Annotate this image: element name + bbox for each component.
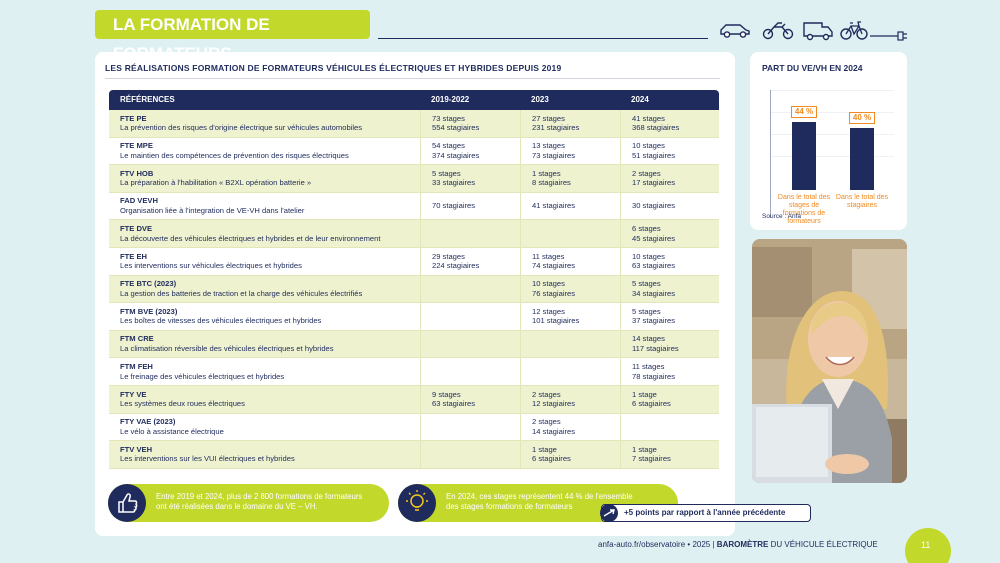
cell-y2023 bbox=[520, 414, 620, 441]
cell-value: 231 stagiaires bbox=[532, 123, 580, 133]
cell-value: 5 stages bbox=[632, 306, 661, 316]
row-description: Le vélo à assistance électrique bbox=[120, 426, 224, 436]
bicycle-icon bbox=[840, 19, 868, 41]
row-description: Les boîtes de vitesses des véhicules électriques et hybrides bbox=[120, 316, 322, 326]
chart-source: Source : Anfa bbox=[762, 213, 802, 220]
cell-y1922 bbox=[420, 331, 520, 358]
section-rule bbox=[105, 78, 720, 79]
bar-category-label: Dans le total des stages de formations de formateurs bbox=[777, 194, 831, 225]
row-description: La climatisation réversible des véhicules électriques et hybrides bbox=[120, 344, 334, 354]
cell-value: 224 stagiaires bbox=[432, 261, 480, 271]
cell-y1922 bbox=[420, 414, 520, 441]
cell-value: 10 stages bbox=[632, 251, 665, 261]
row-code: FTE DVE bbox=[120, 224, 153, 234]
cell-value: 78 stagiaires bbox=[632, 371, 676, 381]
footer-site: anfa-auto.fr/observatoire bbox=[598, 540, 686, 549]
table-row bbox=[109, 303, 719, 331]
cell-value: 30 stagiaires bbox=[632, 201, 676, 211]
cell-y1922 bbox=[420, 220, 520, 247]
row-description: Les systèmes deux roues électriques bbox=[120, 399, 245, 409]
motorcycle-icon bbox=[762, 19, 794, 41]
callout-total-formations bbox=[108, 484, 389, 522]
cell-y1922 bbox=[420, 441, 520, 468]
header-2023: 2023 bbox=[531, 95, 549, 104]
cell-value: 6 stagiaires bbox=[532, 454, 571, 464]
page-number: 11 bbox=[905, 528, 951, 563]
cell-value: 76 stagiaires bbox=[532, 288, 576, 298]
cell-value: 554 stagiaires bbox=[432, 123, 480, 133]
cell-value: 17 stagiaires bbox=[632, 178, 676, 188]
cell-value: 368 stagiaires bbox=[632, 123, 680, 133]
cell-value: 54 stages bbox=[432, 141, 465, 151]
cell-value: 11 stages bbox=[532, 251, 565, 261]
cell-value: 41 stages bbox=[632, 113, 665, 123]
row-code: FTY VAE (2023) bbox=[120, 417, 176, 427]
cell-value: 10 stages bbox=[532, 279, 565, 289]
cell-y2024 bbox=[620, 138, 719, 165]
cell-y2023 bbox=[520, 193, 620, 220]
row-code: FTV HOB bbox=[120, 168, 154, 178]
row-reference bbox=[109, 331, 420, 358]
trend-up-icon bbox=[600, 504, 618, 522]
cell-value: 1 stage bbox=[632, 389, 657, 399]
row-reference bbox=[109, 220, 420, 247]
bar-value-label: 44 % bbox=[791, 106, 817, 118]
cell-y2023 bbox=[520, 441, 620, 468]
cell-y2024 bbox=[620, 165, 719, 192]
lightbulb-icon bbox=[398, 484, 436, 522]
row-description: Les interventions sur les VUI électriques et hybrides bbox=[120, 454, 295, 464]
cell-y2024 bbox=[620, 110, 719, 137]
row-reference bbox=[109, 303, 420, 330]
car-icon bbox=[718, 19, 752, 39]
formations-table bbox=[109, 90, 719, 469]
cell-y2023 bbox=[520, 276, 620, 303]
row-code: FTY VE bbox=[120, 389, 147, 399]
header-references: RÉFÉRENCES bbox=[120, 95, 175, 104]
cell-y1922 bbox=[420, 248, 520, 275]
row-code: FTM CRE bbox=[120, 334, 154, 344]
cell-y2023 bbox=[520, 248, 620, 275]
bar-value-label: 40 % bbox=[849, 112, 875, 124]
table-header bbox=[109, 90, 719, 110]
cell-y2023 bbox=[520, 358, 620, 385]
callout-left-text: Entre 2019 et 2024, plus de 2 800 formations de formateurs ont été réalisées dans le domaine du VE – VH. bbox=[156, 492, 363, 511]
cell-y2024 bbox=[620, 358, 719, 385]
table-row bbox=[109, 110, 719, 138]
cell-y2024 bbox=[620, 193, 719, 220]
cell-y1922 bbox=[420, 386, 520, 413]
table-row bbox=[109, 386, 719, 414]
cell-value: 2 stages bbox=[632, 168, 661, 178]
table-body bbox=[109, 110, 719, 469]
cell-value: 74 stagiaires bbox=[532, 261, 576, 271]
row-code: FTE BTC (2023) bbox=[120, 279, 177, 289]
cell-y1922 bbox=[420, 276, 520, 303]
cell-value: 63 stagiaires bbox=[432, 399, 476, 409]
row-reference bbox=[109, 138, 420, 165]
row-description: Le freinage des véhicules électriques et hybrides bbox=[120, 371, 285, 381]
van-icon bbox=[802, 19, 834, 41]
bar-category-label: Dans le total des stagiaires bbox=[835, 194, 889, 209]
cell-y1922 bbox=[420, 165, 520, 192]
table-row bbox=[109, 193, 719, 221]
row-description: La découverte des véhicules électriques et hybrides et de leur environnement bbox=[120, 233, 381, 243]
cell-y2024 bbox=[620, 441, 719, 468]
table-row bbox=[109, 138, 719, 166]
table-section-title: LES RÉALISATIONS FORMATION DE FORMATEURS VÉHICULES ÉLECTRIQUES ET HYBRIDES DEPUIS 2019 bbox=[105, 63, 562, 73]
cell-value: 12 stages bbox=[532, 306, 565, 316]
cell-value: 12 stagiaires bbox=[532, 399, 576, 409]
cell-value: 27 stages bbox=[532, 113, 565, 123]
row-reference bbox=[109, 414, 420, 441]
woman-laptop-photo bbox=[752, 239, 907, 483]
cell-y2023 bbox=[520, 110, 620, 137]
cell-value: 101 stagiaires bbox=[532, 316, 580, 326]
header-2024: 2024 bbox=[631, 95, 649, 104]
cell-y2024 bbox=[620, 248, 719, 275]
cell-value: 63 stagiaires bbox=[632, 261, 676, 271]
cell-y2024 bbox=[620, 331, 719, 358]
row-code: FTE MPE bbox=[120, 141, 153, 151]
table-row bbox=[109, 220, 719, 248]
cell-value: 11 stages bbox=[632, 362, 665, 372]
row-description: Les interventions sur véhicules électriques et hybrides bbox=[120, 261, 302, 271]
cell-y2024 bbox=[620, 303, 719, 330]
cell-value: 29 stages bbox=[432, 251, 465, 261]
cell-y2024 bbox=[620, 414, 719, 441]
thumbs-up-icon bbox=[108, 484, 146, 522]
cell-value: 2 stages bbox=[532, 389, 561, 399]
title-underline bbox=[378, 38, 708, 39]
row-reference bbox=[109, 248, 420, 275]
table-row bbox=[109, 276, 719, 304]
cell-value: 73 stages bbox=[432, 113, 465, 123]
bar-0 bbox=[792, 122, 816, 190]
cell-y1922 bbox=[420, 138, 520, 165]
row-reference bbox=[109, 165, 420, 192]
cell-y2023 bbox=[520, 138, 620, 165]
trend-tag bbox=[601, 504, 811, 522]
cell-y2023 bbox=[520, 220, 620, 247]
cell-value: 37 stagiaires bbox=[632, 316, 676, 326]
cell-value: 374 stagiaires bbox=[432, 150, 480, 160]
cell-value: 34 stagiaires bbox=[632, 288, 676, 298]
row-reference bbox=[109, 110, 420, 137]
cell-value: 9 stages bbox=[432, 389, 461, 399]
table-row bbox=[109, 414, 719, 442]
row-description: La gestion des batteries de traction et la charge des véhicules électrifiés bbox=[120, 288, 363, 298]
cell-value: 73 stagiaires bbox=[532, 150, 576, 160]
cell-y2023 bbox=[520, 331, 620, 358]
cell-y2023 bbox=[520, 386, 620, 413]
chart-card bbox=[750, 52, 907, 230]
table-row bbox=[109, 165, 719, 193]
row-reference bbox=[109, 441, 420, 468]
cell-value: 1 stage bbox=[632, 444, 657, 454]
cell-value: 45 stagiaires bbox=[632, 233, 676, 243]
trend-tag-text: +5 points par rapport à l'année précédente bbox=[624, 508, 786, 517]
footer-brand-bold: BAROMÈTRE bbox=[716, 540, 769, 549]
cell-value: 8 stagiaires bbox=[532, 178, 571, 188]
table-row bbox=[109, 358, 719, 386]
cell-y2023 bbox=[520, 303, 620, 330]
cell-value: 5 stages bbox=[632, 279, 661, 289]
cell-y1922 bbox=[420, 303, 520, 330]
cell-y2024 bbox=[620, 276, 719, 303]
page-title: LA FORMATION DE bbox=[95, 10, 370, 39]
row-code: FTM FEH bbox=[120, 362, 153, 372]
row-reference bbox=[109, 358, 420, 385]
row-code: FAD VEVH bbox=[120, 196, 158, 206]
row-code: FTE EH bbox=[120, 251, 148, 261]
row-reference bbox=[109, 193, 420, 220]
cell-value: 33 stagiaires bbox=[432, 178, 476, 188]
cell-value: 2 stages bbox=[532, 417, 561, 427]
table-row bbox=[109, 331, 719, 359]
cell-y1922 bbox=[420, 358, 520, 385]
table-row bbox=[109, 441, 719, 469]
chart-axis bbox=[770, 90, 771, 218]
cell-value: 41 stagiaires bbox=[532, 201, 576, 211]
cell-value: 5 stages bbox=[432, 168, 461, 178]
cell-value: 14 stagiaires bbox=[532, 426, 576, 436]
callout-right-text: En 2024, ces stages représentent 44 % de l'ensemble des stages formations de formateurs bbox=[446, 492, 633, 511]
plug-icon bbox=[870, 19, 908, 41]
cell-value: 13 stages bbox=[532, 141, 565, 151]
cell-value: 70 stagiaires bbox=[432, 201, 476, 211]
cell-value: 6 stagiaires bbox=[632, 399, 671, 409]
row-reference bbox=[109, 386, 420, 413]
row-reference bbox=[109, 276, 420, 303]
cell-value: 7 stagiaires bbox=[632, 454, 671, 464]
main-table-card bbox=[95, 52, 735, 536]
cell-value: 6 stages bbox=[632, 224, 661, 234]
row-description: Le maintien des compétences de prévention des risques électriques bbox=[120, 150, 349, 160]
row-description: La prévention des risques d'origine électrique sur véhicules automobiles bbox=[120, 123, 363, 133]
row-description: Organisation liée à l'integration de VE-VH dans l'atelier bbox=[120, 206, 305, 216]
row-code: FTE PE bbox=[120, 113, 147, 123]
chart-title: PART DU VE/VH EN 2024 bbox=[762, 63, 863, 73]
cell-y2024 bbox=[620, 386, 719, 413]
cell-y2023 bbox=[520, 165, 620, 192]
header-2019-2022: 2019-2022 bbox=[431, 95, 470, 104]
row-code: FTM BVE (2023) bbox=[120, 306, 178, 316]
cell-value: 51 stagiaires bbox=[632, 150, 676, 160]
cell-y1922 bbox=[420, 110, 520, 137]
page-footer: anfa-auto.fr/observatoire • 2025 | BAROMÈTRE DU VÉHICULE ÉLECTRIQUE bbox=[598, 540, 878, 549]
cell-value: 1 stage bbox=[532, 444, 557, 454]
footer-year: 2025 bbox=[692, 540, 711, 549]
footer-brand-rest: DU VÉHICULE ÉLECTRIQUE bbox=[770, 540, 878, 549]
table-row bbox=[109, 248, 719, 276]
cell-value: 14 stages bbox=[632, 334, 665, 344]
row-description: La préparation à l'habilitation « B2XL opération batterie » bbox=[120, 178, 312, 188]
bar-1 bbox=[850, 128, 874, 190]
cell-y2024 bbox=[620, 220, 719, 247]
vehicle-icons bbox=[718, 19, 908, 43]
row-code: FTV VEH bbox=[120, 444, 153, 454]
cell-value: 117 stagiaires bbox=[632, 344, 679, 354]
cell-y1922 bbox=[420, 193, 520, 220]
cell-value: 1 stages bbox=[532, 168, 561, 178]
cell-value: 10 stages bbox=[632, 141, 665, 151]
